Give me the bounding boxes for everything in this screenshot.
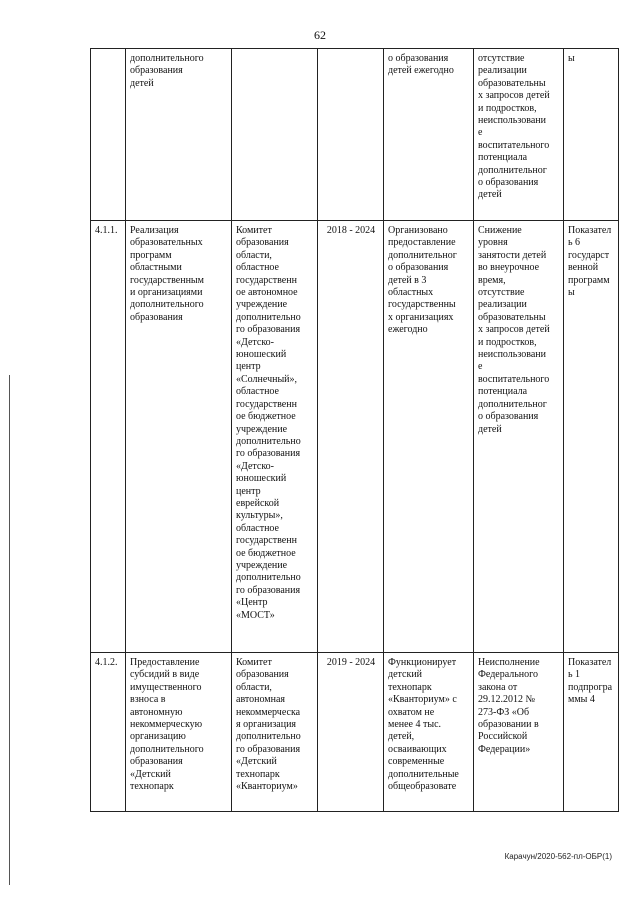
cell-result: Организовано предоставление дополнительног о образования детей в 3 областных государственны х организациях ежегодно: [384, 221, 474, 653]
cell-indicator: Показател ь 1 подпрогра ммы 4: [564, 653, 619, 812]
cell-number: 4.1.1.: [91, 221, 126, 653]
page-number: 62: [314, 28, 326, 42]
cell-executor: Комитет образования области, областное государственн ое автономное учреждение дополнительно го образования «Детско- юношеский центр «Солнечный», областное государственн ое бюджетное учреждение дополнительно го образования «Детско- юношеский центр еврейской культуры», областное государственн ое бюджетное учреждение дополнительно го образования «Центр «МОСТ»: [232, 221, 318, 653]
table-row: [91, 49, 619, 221]
cell-name: Предоставление субсидий в виде имущественного взноса в автономную некоммерческую организацию дополнительного образования «Детский технопарк: [126, 653, 232, 812]
cell-consequences: Неисполнение Федерального закона от 29.12.2012 № 273-ФЗ «Об образовании в Российской Федерации»: [474, 653, 564, 812]
cell-result: Функционирует детский технопарк «Кванториум» с охватом не менее 4 тыс. детей, осваивающих современные дополнительные общеобразовате: [384, 653, 474, 812]
table-row: [91, 653, 619, 812]
program-table: [90, 48, 619, 812]
cell-period: [318, 49, 384, 221]
cell-indicator: Показател ь 6 государст венной программ ы: [564, 221, 619, 653]
cell-consequences: отсутствие реализации образовательны х запросов детей и подростков, неиспользовани е воспитательного потенциала дополнительног о образования детей: [474, 49, 564, 221]
document-code: Карачун/2020-562-пл-ОБР(1): [504, 852, 612, 861]
cell-name: дополнительного образования детей: [126, 49, 232, 221]
cell-indicator: ы: [564, 49, 619, 221]
cell-executor: Комитет образования области, автономная некоммерческа я организация дополнительно го образования «Детский технопарк «Кванториум»: [232, 653, 318, 812]
cell-period: 2018 - 2024: [318, 221, 384, 653]
cell-name: Реализация образовательных программ областными государственным и организациями дополнительного образования: [126, 221, 232, 653]
table-row: [91, 221, 619, 653]
cell-number: 4.1.2.: [91, 653, 126, 812]
cell-consequences: Снижение уровня занятости детей во внеурочное время, отсутствие реализации образовательны х запросов детей и подростков, неиспользовани е воспитательного потенциала дополнительног о образования детей: [474, 221, 564, 653]
margin-line: [9, 375, 10, 885]
cell-executor: [232, 49, 318, 221]
cell-period: 2019 - 2024: [318, 653, 384, 812]
cell-result: о образования детей ежегодно: [384, 49, 474, 221]
cell-number: [91, 49, 126, 221]
